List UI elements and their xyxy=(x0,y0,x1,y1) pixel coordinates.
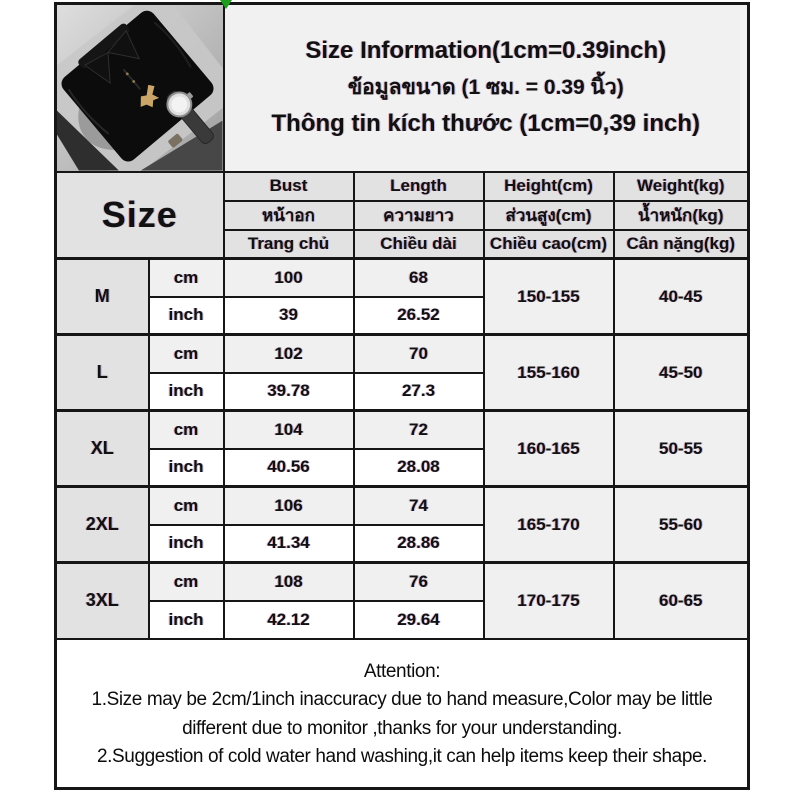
m-height-value: 150-155 xyxy=(484,259,614,335)
title-line-th: ข้อมูลขนาด (1 ซม. = 0.39 นิ้ว) xyxy=(347,76,624,100)
size-cell-m: M xyxy=(56,259,149,335)
xl-length-inch-value: 28.08 xyxy=(354,449,484,487)
size-cell-xl: XL xyxy=(56,411,149,487)
m-length-cm-value: 68 xyxy=(354,259,484,297)
3xl-bust-cm-value: 108 xyxy=(224,563,354,601)
product-photo xyxy=(57,5,223,171)
l-height-value: 155-160 xyxy=(484,335,614,411)
title-cell xyxy=(224,4,749,172)
2xl-length-cm-value: 74 xyxy=(354,487,484,525)
2xl-height-value: 165-170 xyxy=(484,487,614,563)
size-cell-l: L xyxy=(56,335,149,411)
3xl-length-cm-value: 76 xyxy=(354,563,484,601)
l-weight-value: 45-50 xyxy=(614,335,749,411)
unit-inch-xl: inch xyxy=(149,449,224,487)
m-weight-value: 40-45 xyxy=(614,259,749,335)
size-cell-3xl: 3XL xyxy=(56,563,149,639)
header-height-en: Height(cm) xyxy=(484,172,614,201)
header-height-vi: Chiều cao(cm) xyxy=(484,230,614,259)
size-table xyxy=(54,2,750,790)
xl-length-cm-value: 72 xyxy=(354,411,484,449)
unit-cm-xl: cm xyxy=(149,411,224,449)
header-length-th: ความยาว xyxy=(354,201,484,230)
header-weight-vi: Cân nặng(kg) xyxy=(614,230,749,259)
title-line-en: Size Information(1cm=0.39inch) xyxy=(305,37,667,65)
header-bust-th: หน้าอก xyxy=(224,201,354,230)
green-corner-marker-icon xyxy=(220,0,232,9)
header-height-th: ส่วนสูง(cm) xyxy=(484,201,614,230)
header-size: Size xyxy=(56,172,224,259)
unit-inch-l: inch xyxy=(149,373,224,411)
2xl-weight-value: 55-60 xyxy=(614,487,749,563)
2xl-bust-inch-value: 41.34 xyxy=(224,525,354,563)
unit-cm-l: cm xyxy=(149,335,224,373)
m-length-inch-value: 26.52 xyxy=(354,297,484,335)
header-length-en: Length xyxy=(354,172,484,201)
unit-cm-2xl: cm xyxy=(149,487,224,525)
title-line-vi: Thông tin kích thước (1cm=0,39 inch) xyxy=(271,110,701,138)
unit-inch-2xl: inch xyxy=(149,525,224,563)
header-weight-en: Weight(kg) xyxy=(614,172,749,201)
unit-cm-m: cm xyxy=(149,259,224,297)
xl-bust-cm-value: 104 xyxy=(224,411,354,449)
l-bust-cm-value: 102 xyxy=(224,335,354,373)
xl-height-value: 160-165 xyxy=(484,411,614,487)
3xl-bust-inch-value: 42.12 xyxy=(224,601,354,639)
unit-inch-3xl: inch xyxy=(149,601,224,639)
2xl-length-inch-value: 28.86 xyxy=(354,525,484,563)
attention-block xyxy=(57,655,747,772)
attention-line-1: 1.Size may be 2cm/1inch inaccuracy due to hand measure,Color may be little different due to monitor ,thanks for your understanding. xyxy=(91,689,713,739)
3xl-length-inch-value: 29.64 xyxy=(354,601,484,639)
attention-line-2: 2.Suggestion of cold water hand washing,it can help items keep their shape. xyxy=(96,746,708,768)
header-bust-vi: Trang chủ xyxy=(224,230,354,259)
title-stack xyxy=(225,37,748,138)
unit-inch-m: inch xyxy=(149,297,224,335)
l-length-cm-value: 70 xyxy=(354,335,484,373)
product-photo-cell xyxy=(56,4,224,172)
header-length-vi: Chiều dài xyxy=(354,230,484,259)
size-chart-sheet xyxy=(54,2,750,790)
attention-heading: Attention: xyxy=(363,660,441,682)
m-bust-cm-value: 100 xyxy=(224,259,354,297)
unit-cm-3xl: cm xyxy=(149,563,224,601)
m-bust-inch-value: 39 xyxy=(224,297,354,335)
l-length-inch-value: 27.3 xyxy=(354,373,484,411)
size-cell-2xl: 2XL xyxy=(56,487,149,563)
attention-cell xyxy=(56,639,749,789)
header-bust-en: Bust xyxy=(224,172,354,201)
3xl-weight-value: 60-65 xyxy=(614,563,749,639)
3xl-height-value: 170-175 xyxy=(484,563,614,639)
l-bust-inch-value: 39.78 xyxy=(224,373,354,411)
xl-weight-value: 50-55 xyxy=(614,411,749,487)
2xl-bust-cm-value: 106 xyxy=(224,487,354,525)
header-weight-th: น้ำหนัก(kg) xyxy=(614,201,749,230)
xl-bust-inch-value: 40.56 xyxy=(224,449,354,487)
